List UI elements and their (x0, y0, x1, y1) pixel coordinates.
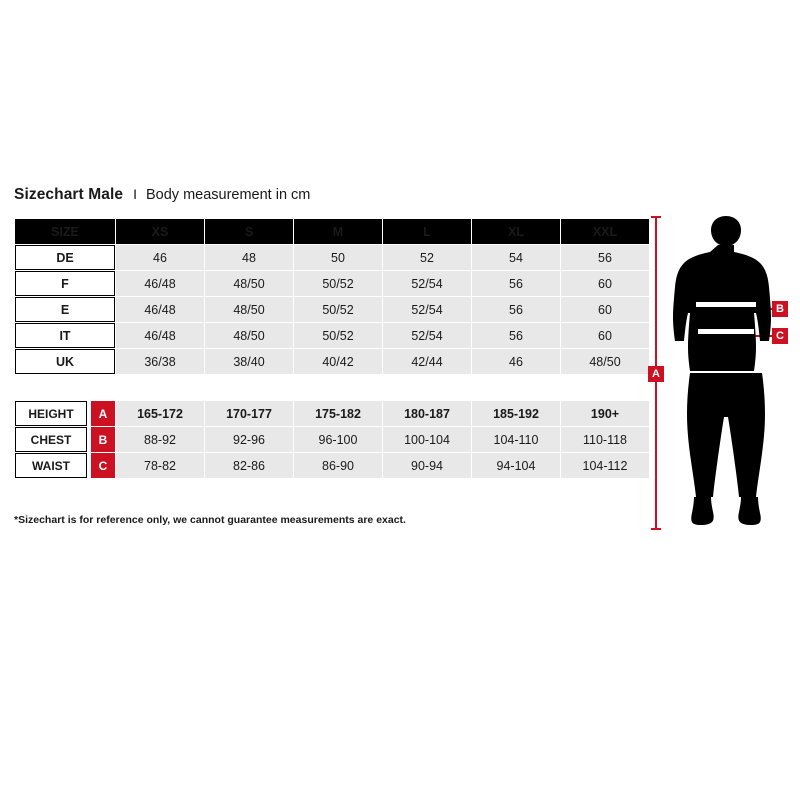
cell-f-xl: 56 (472, 271, 560, 296)
cell-it-xxl: 60 (561, 323, 649, 348)
cell-e-m: 50/52 (294, 297, 382, 322)
height-measure-cap-bottom (651, 528, 661, 530)
cell-waist-s: 82-86 (205, 453, 293, 478)
page-title (14, 186, 310, 204)
cell-height-xl: 185-192 (472, 401, 560, 426)
cell-uk-l: 42/44 (383, 349, 471, 374)
table-row (15, 401, 649, 426)
cell-chest-xxl: 110-118 (561, 427, 649, 452)
header-cell-l: L (383, 219, 471, 244)
cell-uk-s: 38/40 (205, 349, 293, 374)
row-label-it: IT (15, 323, 115, 348)
sizechart-footnote: *Sizechart is for reference only, we cannot guarantee measurements are exact. (14, 514, 406, 526)
cell-chest-l: 100-104 (383, 427, 471, 452)
sizechart-table-wrap (14, 218, 642, 479)
table-row (15, 427, 649, 452)
row-label-chest-text: CHEST (15, 427, 87, 452)
table-row (15, 271, 649, 296)
sizechart-table (14, 218, 650, 479)
cell-uk-xs: 36/38 (116, 349, 204, 374)
cell-f-xs: 46/48 (116, 271, 204, 296)
title-main: Sizechart Male (14, 186, 124, 203)
cell-height-s: 170-177 (205, 401, 293, 426)
row-letter-height: A (91, 401, 115, 426)
row-label-height-text: HEIGHT (15, 401, 87, 426)
cell-waist-xs: 78-82 (116, 453, 204, 478)
row-letter-waist: C (91, 453, 115, 478)
header-cell-xxl: XXL (561, 219, 649, 244)
row-label-de: DE (15, 245, 115, 270)
cell-uk-m: 40/42 (294, 349, 382, 374)
cell-it-s: 48/50 (205, 323, 293, 348)
cell-chest-s: 92-96 (205, 427, 293, 452)
cell-f-xxl: 60 (561, 271, 649, 296)
header-cell-s: S (205, 219, 293, 244)
cell-it-m: 50/52 (294, 323, 382, 348)
row-label-f: F (15, 271, 115, 296)
table-spacer-row (15, 375, 649, 400)
row-label-height (15, 401, 115, 426)
cell-waist-m: 86-90 (294, 453, 382, 478)
cell-de-xs: 46 (116, 245, 204, 270)
cell-e-xs: 46/48 (116, 297, 204, 322)
header-cell-m: M (294, 219, 382, 244)
cell-de-xxl: 56 (561, 245, 649, 270)
marker-a-height: A (648, 366, 664, 382)
table-row (15, 297, 649, 322)
row-label-e: E (15, 297, 115, 322)
table-row (15, 245, 649, 270)
spacer-cell (15, 375, 649, 400)
cell-chest-xs: 88-92 (116, 427, 204, 452)
header-cell-size: SIZE (15, 219, 115, 244)
row-label-uk: UK (15, 349, 115, 374)
cell-f-l: 52/54 (383, 271, 471, 296)
cell-it-xl: 56 (472, 323, 560, 348)
row-letter-chest: B (91, 427, 115, 452)
table-row (15, 453, 649, 478)
header-cell-xs: XS (116, 219, 204, 244)
cell-height-xs: 165-172 (116, 401, 204, 426)
cell-de-s: 48 (205, 245, 293, 270)
cell-it-xs: 46/48 (116, 323, 204, 348)
cell-height-xxl: 190+ (561, 401, 649, 426)
title-separator: I (133, 186, 137, 202)
cell-uk-xl: 46 (472, 349, 560, 374)
row-label-waist-text: WAIST (15, 453, 87, 478)
row-label-waist (15, 453, 115, 478)
row-label-chest (15, 427, 115, 452)
male-body-silhouette-icon (672, 214, 780, 534)
cell-height-m: 175-182 (294, 401, 382, 426)
cell-de-l: 52 (383, 245, 471, 270)
cell-f-m: 50/52 (294, 271, 382, 296)
marker-b-chest: B (772, 301, 788, 317)
cell-de-xl: 54 (472, 245, 560, 270)
cell-waist-xxl: 104-112 (561, 453, 649, 478)
cell-waist-l: 90-94 (383, 453, 471, 478)
cell-e-l: 52/54 (383, 297, 471, 322)
cell-waist-xl: 94-104 (472, 453, 560, 478)
cell-uk-xxl: 48/50 (561, 349, 649, 374)
cell-f-s: 48/50 (205, 271, 293, 296)
height-measure-cap-top (651, 216, 661, 218)
cell-chest-xl: 104-110 (472, 427, 560, 452)
table-row (15, 323, 649, 348)
cell-de-m: 50 (294, 245, 382, 270)
cell-height-l: 180-187 (383, 401, 471, 426)
header-cell-xl: XL (472, 219, 560, 244)
table-header-row (15, 219, 649, 244)
cell-e-xl: 56 (472, 297, 560, 322)
cell-chest-m: 96-100 (294, 427, 382, 452)
body-figure-panel (650, 214, 790, 534)
cell-e-s: 48/50 (205, 297, 293, 322)
title-subtitle: Body measurement in cm (145, 187, 311, 203)
cell-it-l: 52/54 (383, 323, 471, 348)
cell-e-xxl: 60 (561, 297, 649, 322)
marker-c-waist: C (772, 328, 788, 344)
table-row (15, 349, 649, 374)
